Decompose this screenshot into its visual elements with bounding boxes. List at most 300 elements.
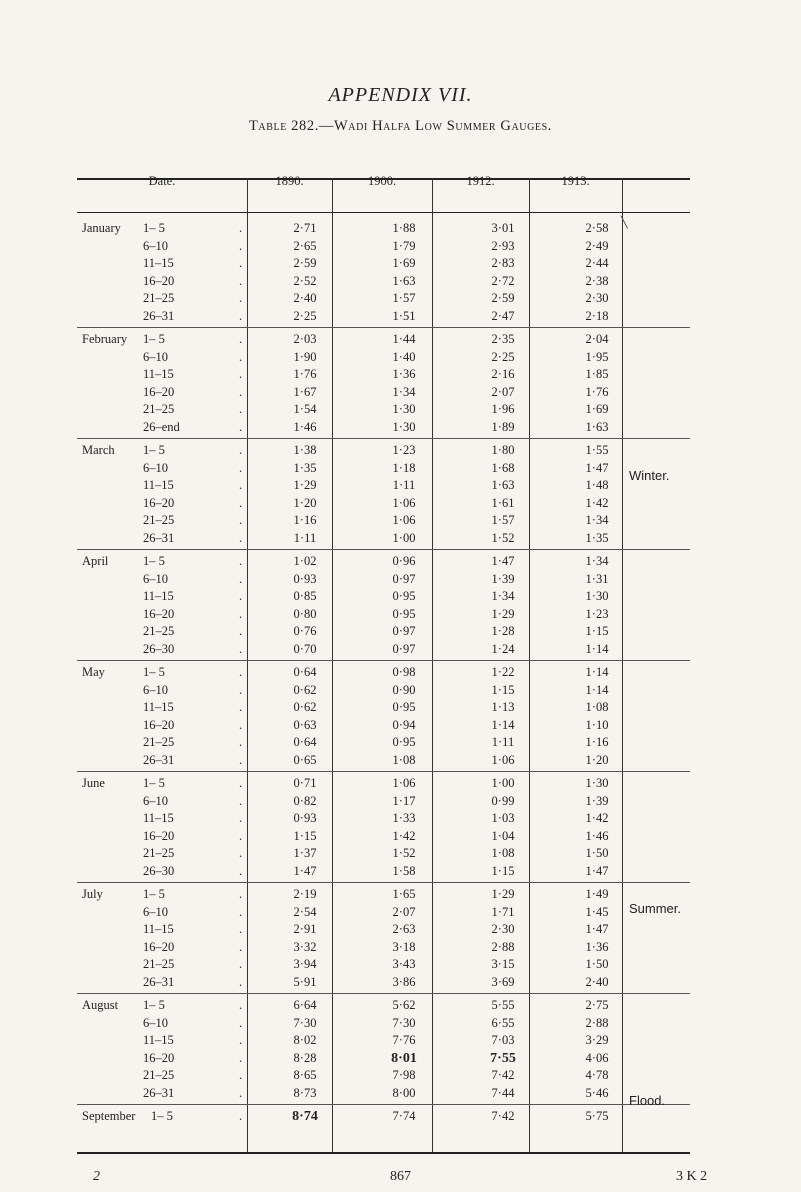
leader-dot: .: [239, 624, 243, 638]
month-name: January: [82, 221, 121, 235]
gauge-value: 1·42: [392, 828, 416, 843]
gauge-value: 2·54: [293, 904, 317, 919]
leader-dot: .: [239, 665, 243, 679]
table-row: [77, 217, 690, 237]
month-separator: [77, 438, 690, 439]
gauge-value: 1·69: [392, 256, 416, 270]
table-row: [77, 1108, 690, 1125]
gauge-value: 1·29: [491, 606, 515, 621]
gauge-value: 2·75: [585, 998, 609, 1012]
gauge-value: 1·30: [392, 419, 416, 434]
gauge-value: 0·95: [392, 735, 416, 749]
date-range: 21–25: [143, 291, 175, 305]
table-row: [77, 308, 690, 325]
gauge-value: 0·64: [293, 665, 317, 679]
gauge-value: 1·34: [585, 554, 609, 568]
header-1913: 1913.: [561, 173, 590, 188]
leader-dot: .: [239, 1033, 243, 1047]
date-range: 26–31: [143, 530, 175, 545]
table-row: [77, 956, 690, 973]
gauge-value: 0·62: [293, 682, 317, 697]
date-range: 16–20: [143, 273, 175, 288]
gauge-value: 6·55: [491, 1015, 515, 1030]
gauge-value: 1·35: [585, 530, 609, 545]
leader-dot: .: [239, 384, 243, 399]
gauge-value: 8·73: [293, 1085, 317, 1100]
table-row: [77, 442, 690, 459]
gauge-value: 1·11: [293, 530, 317, 545]
table-row: [77, 255, 690, 272]
month-name: March: [82, 443, 115, 457]
month-separator: [77, 882, 690, 883]
gauge-value: 1·04: [491, 828, 515, 843]
table-row: [77, 641, 690, 658]
gauge-value: 2·07: [491, 384, 515, 399]
gauge-value: 2·40: [585, 974, 609, 989]
gauge-value: 2·63: [392, 922, 416, 936]
gauge-value: 3·32: [293, 939, 317, 954]
month-name: May: [82, 665, 105, 679]
gauge-value: 0·80: [293, 606, 317, 621]
leader-dot: .: [239, 811, 243, 825]
gauge-value: 1·61: [491, 495, 515, 510]
gauge-value: 1·15: [491, 682, 515, 697]
gauge-value: 2·59: [293, 256, 317, 270]
month-name: July: [82, 887, 103, 901]
header-date: Date.: [148, 173, 176, 188]
leader-dot: .: [239, 332, 243, 346]
date-range: 6–10: [143, 793, 168, 808]
gauge-value: 3·18: [392, 939, 416, 954]
gauge-value: 1·17: [392, 793, 416, 808]
table-row: [77, 401, 690, 418]
gauge-value: 1·13: [491, 700, 515, 714]
table-row: [77, 997, 690, 1014]
table-row: [77, 939, 690, 956]
gauge-value: 1·44: [392, 332, 416, 346]
leader-dot: .: [239, 238, 243, 253]
table-row: [77, 553, 690, 570]
gauge-value: 0·71: [293, 776, 317, 790]
month-name: February: [82, 332, 128, 346]
table-row: [77, 793, 690, 810]
date-range: 11–15: [143, 367, 174, 381]
leader-dot: .: [239, 717, 243, 732]
gauge-value: 1·33: [392, 811, 416, 825]
gauge-value: 0·64: [293, 735, 317, 749]
gauge-value: 0·97: [392, 624, 416, 638]
leader-dot: .: [239, 530, 243, 545]
gauge-value: 1·79: [392, 238, 416, 253]
header-1890: 1890.: [275, 173, 304, 188]
gauge-value: 1·11: [392, 478, 416, 492]
table-row: [77, 273, 690, 290]
leader-dot: .: [239, 571, 243, 586]
gauge-value: 1·15: [293, 828, 317, 843]
gauge-value: 3·15: [491, 957, 515, 971]
gauge-value: 8·02: [293, 1033, 317, 1047]
month-separator: [77, 993, 690, 994]
gauge-value: 1·15: [491, 863, 515, 878]
gauge-value: 1·42: [585, 495, 609, 510]
month-name: September: [82, 1109, 136, 1123]
table-row: [77, 1085, 690, 1102]
gauge-value: 1·35: [293, 460, 317, 475]
table-row: [77, 384, 690, 401]
gauge-value: 5·91: [293, 974, 317, 989]
date-range: 11–15: [143, 478, 174, 492]
gauge-value: 2·88: [491, 939, 515, 954]
table-row: [77, 588, 690, 605]
leader-dot: .: [239, 606, 243, 621]
table-row: [77, 477, 690, 494]
gauge-value: 7·76: [392, 1033, 416, 1047]
leader-dot: .: [239, 922, 243, 936]
table-row: [77, 530, 690, 547]
page-title: APPENDIX VII.: [328, 84, 473, 106]
gauge-value: 1·52: [392, 846, 416, 860]
gauge-value: 0·70: [293, 641, 317, 656]
gauge-value: 1·96: [491, 402, 515, 416]
gauge-value: 3·94: [293, 957, 317, 971]
gauge-value: 2·30: [585, 291, 609, 305]
table-row: [77, 717, 690, 734]
gauge-value: 1·47: [585, 460, 609, 475]
gauge-value: 0·98: [392, 665, 416, 679]
date-range: 16–20: [143, 939, 175, 954]
date-range: 16–20: [143, 1050, 175, 1065]
date-range: 11–15: [143, 256, 174, 270]
date-range: 26–30: [143, 863, 175, 878]
table-row: [77, 238, 690, 255]
gauge-value: 1·80: [491, 443, 515, 457]
table-row: [77, 366, 690, 383]
gauge-value: 7·03: [491, 1033, 515, 1047]
date-range: 21–25: [143, 513, 175, 527]
footer-signature-mark: 3 K 2: [676, 1169, 708, 1184]
table-row: [77, 623, 690, 640]
gauge-value: 1·36: [392, 367, 416, 381]
date-range: 6–10: [143, 571, 168, 586]
date-range: 21–25: [143, 735, 175, 749]
gauge-value: 1·47: [491, 554, 515, 568]
gauge-value: 1·22: [491, 665, 515, 679]
gauge-value: 1·06: [392, 776, 416, 790]
gauge-value: 5·55: [491, 998, 515, 1012]
table-row: [77, 775, 690, 792]
gauge-value: 1·46: [293, 419, 317, 434]
table-row: [77, 734, 690, 751]
gauge-value: 7·98: [392, 1068, 416, 1082]
date-range: 21–25: [143, 402, 175, 416]
date-range: 1– 5: [143, 332, 165, 346]
table-row: [77, 845, 690, 862]
gauge-value: 8·00: [392, 1085, 416, 1100]
gauge-value: 1·03: [491, 811, 515, 825]
season-flood: Flood.: [629, 1093, 666, 1108]
gauge-value: 1·65: [392, 887, 416, 901]
gauge-value: 1·28: [491, 624, 515, 638]
month-separator: [77, 771, 690, 772]
gauge-value: 1·15: [585, 624, 609, 638]
gauge-value: 1·29: [491, 887, 515, 901]
gauge-value: 1·16: [293, 513, 317, 527]
date-range: 6–10: [143, 1015, 168, 1030]
leader-dot: .: [239, 700, 243, 714]
date-range: 21–25: [143, 624, 175, 638]
month-separator: [77, 660, 690, 661]
date-range: 1– 5: [143, 443, 165, 457]
brace-winter-top: ╲: [621, 217, 628, 229]
date-range: 21–25: [143, 846, 175, 860]
date-range: 26–31: [143, 974, 175, 989]
month-name: June: [82, 776, 105, 790]
leader-dot: .: [239, 495, 243, 510]
gauge-value: 1·50: [585, 846, 609, 860]
gauge-value: 1·08: [491, 846, 515, 860]
table-row: [77, 921, 690, 938]
table-row: [77, 331, 690, 348]
date-range: 26–31: [143, 308, 175, 323]
leader-dot: .: [239, 776, 243, 790]
leader-dot: .: [239, 828, 243, 843]
gauge-value: 1·45: [585, 904, 609, 919]
leader-dot: .: [239, 1068, 243, 1082]
gauge-value: 1·95: [585, 349, 609, 364]
gauge-value: 1·30: [585, 589, 609, 603]
gauge-value: 0·85: [293, 589, 317, 603]
gauge-value: 2·59: [491, 291, 515, 305]
gauge-value: 0·95: [392, 589, 416, 603]
date-range: 16–20: [143, 384, 175, 399]
gauge-value: 0·65: [293, 752, 317, 767]
gauge-value: 0·62: [293, 700, 317, 714]
date-range: 16–20: [143, 606, 175, 621]
header-1900: 1900.: [367, 173, 397, 188]
leader-dot: .: [239, 1015, 243, 1030]
leader-dot: .: [239, 793, 243, 808]
date-range: 6–10: [143, 460, 168, 475]
gauge-value: 1·20: [585, 752, 609, 767]
gauge-value: 2·25: [293, 308, 317, 323]
gauge-value: 5·46: [585, 1085, 609, 1100]
gauge-value: 2·58: [585, 221, 609, 235]
page-number: 867: [390, 1169, 411, 1184]
leader-dot: .: [239, 735, 243, 749]
gauge-value: 1·51: [392, 308, 416, 323]
gauge-value: 1·14: [585, 641, 609, 656]
leader-dot: .: [239, 273, 243, 288]
table-row: [77, 1067, 690, 1084]
table-row: [77, 886, 690, 903]
table-row: [77, 571, 690, 588]
gauge-value: 1·20: [293, 495, 317, 510]
gauge-value: 2·03: [293, 332, 317, 346]
date-range: 11–15: [143, 700, 174, 714]
month-name: April: [82, 554, 109, 568]
date-range: 6–10: [143, 238, 168, 253]
gauge-value: 1·58: [392, 863, 416, 878]
gauge-value: 2·04: [585, 332, 609, 346]
gauge-value: 1·90: [293, 349, 317, 364]
gauge-value: 1·11: [491, 735, 515, 749]
gauge-value: 4·06: [585, 1050, 609, 1065]
gauge-value: 1·57: [491, 513, 515, 527]
gauge-value: 5·75: [585, 1109, 609, 1123]
month-name: August: [82, 998, 119, 1012]
gauge-value: 2·65: [293, 238, 317, 253]
gauge-value: 1·08: [585, 700, 609, 714]
gauge-value: 8·74: [292, 1109, 318, 1124]
gauge-value: 1·34: [392, 384, 416, 399]
gauge-value: 8·28: [293, 1050, 317, 1065]
gauge-value: 5·62: [392, 998, 416, 1012]
leader-dot: .: [239, 554, 243, 568]
footer-signature: 2: [93, 1169, 100, 1184]
gauge-value: 2·25: [491, 349, 515, 364]
leader-dot: .: [239, 846, 243, 860]
leader-dot: .: [239, 641, 243, 656]
gauge-value: 2·88: [585, 1015, 609, 1030]
date-range: 6–10: [143, 349, 168, 364]
gauge-value: 2·18: [585, 308, 609, 323]
leader-dot: .: [239, 221, 243, 235]
gauge-value: 1·16: [585, 735, 609, 749]
leader-dot: .: [239, 887, 243, 901]
table-row: [77, 460, 690, 477]
header-rule: [77, 212, 690, 213]
gauge-value: 3·29: [585, 1033, 609, 1047]
table-row: [77, 752, 690, 769]
date-range: 1– 5: [143, 665, 165, 679]
date-range: 11–15: [143, 1033, 174, 1047]
date-range: 11–15: [143, 811, 174, 825]
table-row: [77, 863, 690, 880]
gauge-value: 1·34: [491, 589, 515, 603]
date-range: 1– 5: [151, 1109, 173, 1123]
gauge-value: 0·93: [293, 571, 317, 586]
gauge-value: 1·71: [491, 904, 515, 919]
gauge-value: 1·00: [491, 776, 515, 790]
gauge-value: 1·46: [585, 828, 609, 843]
gauge-value: 3·69: [491, 974, 515, 989]
date-range: 21–25: [143, 957, 175, 971]
leader-dot: .: [239, 349, 243, 364]
gauge-value: 1·63: [491, 478, 515, 492]
leader-dot: .: [239, 513, 243, 527]
gauge-value: 1·23: [585, 606, 609, 621]
month-separator: [77, 1104, 690, 1105]
gauge-value: 1·47: [585, 863, 609, 878]
leader-dot: .: [239, 1085, 243, 1100]
table-row: [77, 828, 690, 845]
date-range: 1– 5: [143, 221, 165, 235]
gauge-value: 1·23: [392, 443, 416, 457]
gauge-value: 8·65: [293, 1068, 317, 1082]
gauge-value: 3·01: [491, 221, 515, 235]
gauge-value: 0·76: [293, 624, 317, 638]
leader-dot: .: [239, 904, 243, 919]
leader-dot: .: [239, 402, 243, 416]
gauge-value: 7·44: [491, 1085, 515, 1100]
date-range: 16–20: [143, 717, 175, 732]
date-range: 16–20: [143, 828, 175, 843]
month-separator: [77, 549, 690, 550]
gauge-value: 1·67: [293, 384, 317, 399]
table-row: [77, 664, 690, 681]
gauge-value: 0·63: [293, 717, 317, 732]
gauge-value: 7·42: [491, 1109, 515, 1123]
gauge-value: 1·89: [491, 419, 515, 434]
gauge-value: 1·48: [585, 478, 609, 492]
gauge-value: 1·68: [491, 460, 515, 475]
leader-dot: .: [239, 1109, 243, 1123]
table-row: [77, 1050, 690, 1067]
month-separator: [77, 327, 690, 328]
leader-dot: .: [239, 974, 243, 989]
date-range: 11–15: [143, 922, 174, 936]
gauge-value: 1·30: [392, 402, 416, 416]
gauge-value: 2·47: [491, 308, 515, 323]
leader-dot: .: [239, 443, 243, 457]
gauge-value: 1·39: [585, 793, 609, 808]
leader-dot: .: [239, 308, 243, 323]
table-row: [77, 1032, 690, 1049]
date-range: 26–end: [143, 419, 180, 434]
gauge-value: 1·00: [392, 530, 416, 545]
leader-dot: .: [239, 478, 243, 492]
table-row: [77, 974, 690, 991]
gauge-value: 0·99: [491, 793, 515, 808]
date-range: 1– 5: [143, 554, 165, 568]
leader-dot: .: [239, 291, 243, 305]
gauge-value: 1·36: [585, 939, 609, 954]
leader-dot: .: [239, 256, 243, 270]
gauge-value: 1·63: [392, 273, 416, 288]
leader-dot: .: [239, 752, 243, 767]
gauge-value: 1·06: [491, 752, 515, 767]
gauge-value: 0·93: [293, 811, 317, 825]
table-row: [77, 810, 690, 827]
leader-dot: .: [239, 863, 243, 878]
date-range: 1– 5: [143, 998, 165, 1012]
gauge-value: 3·43: [392, 957, 416, 971]
gauge-value: 7·74: [392, 1109, 416, 1123]
leader-dot: .: [239, 998, 243, 1012]
table-row: [77, 682, 690, 699]
gauge-value: 1·52: [491, 530, 515, 545]
gauge-value: 1·57: [392, 291, 416, 305]
gauge-value: 7·30: [392, 1015, 416, 1030]
gauge-value: 1·40: [392, 349, 416, 364]
gauge-value: 1·06: [392, 495, 416, 510]
gauge-value: 2·44: [585, 256, 609, 270]
gauge-value: 1·18: [392, 460, 416, 475]
gauge-value: 0·97: [392, 571, 416, 586]
date-range: 6–10: [143, 682, 168, 697]
table-row: [77, 419, 690, 436]
gauge-value: 1·38: [293, 443, 317, 457]
date-range: 26–31: [143, 752, 175, 767]
leader-dot: .: [239, 460, 243, 475]
gauge-value: 1·34: [585, 513, 609, 527]
gauge-value: 4·78: [585, 1068, 609, 1082]
gauge-value: 1·47: [293, 863, 317, 878]
table-row: [77, 495, 690, 512]
gauge-value: 1·14: [585, 665, 609, 679]
date-range: 26–30: [143, 641, 175, 656]
gauge-value: 1·10: [585, 717, 609, 732]
